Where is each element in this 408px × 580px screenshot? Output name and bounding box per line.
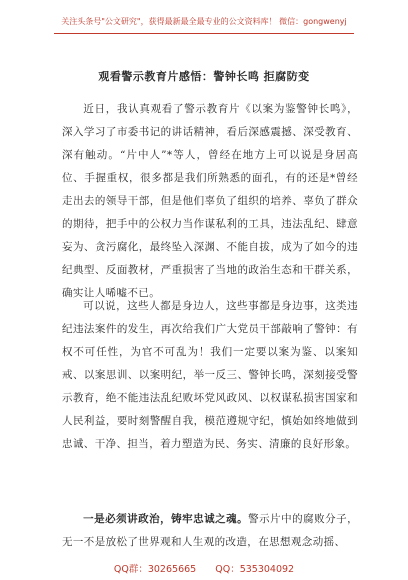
header-divider [54, 33, 354, 34]
paragraph-3-lead: 一是必须讲政治，铸牢忠诚之魂。 [83, 513, 249, 525]
footer-qq-group: QQ群：30265665 [113, 564, 197, 575]
page-header [54, 16, 354, 34]
paragraph-3-text: 警示片中的腐败分子，无一不是放松了世界观和人生观的改造，在思想观念动摇、 [62, 513, 359, 548]
footer-qq: QQ：535304092 [215, 564, 295, 575]
paragraph-3 [62, 508, 358, 554]
page-footer [0, 561, 408, 575]
header-text: 关注头条号"公文研究"，获得最新最全最专业的公文资料库！ 微信：gongwenyj [61, 17, 347, 26]
paragraph-2 [62, 295, 358, 456]
document-title: 观看警示教育片感悟：警钟长鸣 拒腐防变 [98, 70, 310, 83]
paragraph-1 [62, 98, 358, 305]
paragraph-2-text: 可以说，这些人都是身边人，这些事都是身边事，这类违纪违法案件的发生，再次给我们广大党员干部敲响了警钟：有权不可任性，为官不可乱为！我们一定要以案为鉴、以案知戒、以案思训、以案明纪，举一反三、警钟长鸣，深刻接受警示教育，绝不能违法乱纪败坏党风政风、以权谋私损害国家和人民利益，要时刻警醒自我，模范遵规守纪，慎始如终地做到忠诚、干净、担当，着力塑造为民、务实、清廉的良好形象。 [62, 300, 358, 450]
paragraph-1-text: 近日，我认真观看了警示教育片《以案为鉴警钟长鸣》，深入学习了市委书记的讲话精神，看后深感震撼、深受教育、深有触动。“片中人”*等人，曾经在地方上可以说是身居高位、手握重权，很多都是我们所熟悉的面孔，有的还是*曾经走出去的领导干部，但是他们辜负了组织的培养、辜负了群众的期待，把手中的公权力当作谋私利的工具，违法乱纪、肆意妄为、贪污腐化，最终坠入深渊、不能自拔，成为了如今的违纪典型、反面教材，严重损害了当地的政治生态和干群关系，确实让人唏嘘不已。 [62, 103, 358, 299]
